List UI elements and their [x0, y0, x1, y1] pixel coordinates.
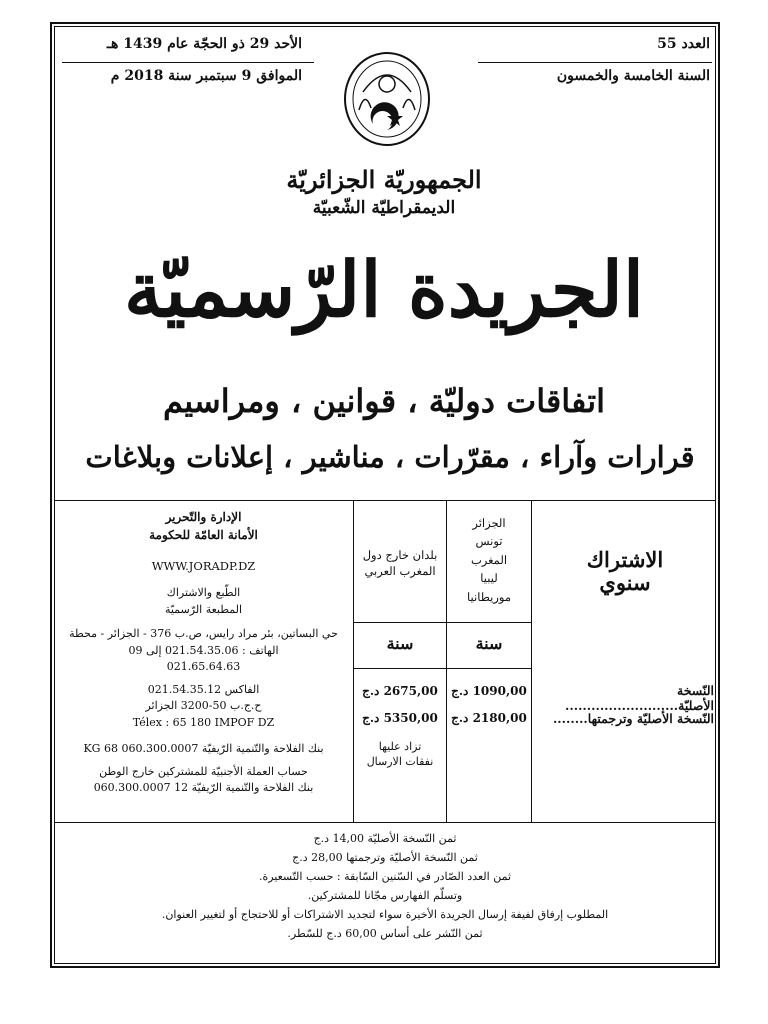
- footer-line-2: ثمن النّسخة الأصليّة وترجمتها 28,00 د.ج: [292, 850, 478, 864]
- other-countries-label: بلدان خارج دول المغرب العربي: [362, 548, 438, 578]
- date-hijri: الأحد 29 ذو الحجّة عام 1439 هـ: [106, 36, 302, 52]
- admin-phone-2: 021.65.64.63: [166, 660, 241, 674]
- grid-col-divider-1: [353, 500, 354, 822]
- republic-line-1: الجمهوريّة الجزائريّة: [286, 165, 482, 194]
- year-label: السنة الخامسة والخمسون: [556, 68, 710, 84]
- grid-col-divider-3: [531, 500, 532, 822]
- row-label-text: النّسخة الأصليّة: [677, 683, 714, 713]
- gazette-subtitle-1: اتفاقات دوليّة ، قوانين ، ومراسيم: [162, 382, 606, 420]
- algeria-state-seal-icon: [343, 50, 431, 148]
- admin-ccp: ح.ج.ب 50-3200 الجزائر: [145, 699, 262, 713]
- grid-top-rule: [54, 500, 716, 501]
- price-maghreb-translated: 2180,00 د.ج: [451, 711, 527, 725]
- footer-line-6: ثمن النّشر على أساس 60,00 د.ج للسّطر.: [287, 926, 483, 940]
- price-other-translated: 5350,00 د.ج: [362, 711, 438, 725]
- admin-bank-3: بنك الفلاحة والتّنمية الرّيفيّة 12 060.300.0007: [93, 781, 314, 795]
- price-other-original: 2675,00 د.ج: [362, 684, 438, 698]
- admin-phone: الهاتف : 021.54.35.06 إلى 09: [128, 643, 279, 657]
- row-dots: ........: [552, 711, 588, 726]
- footer-notes: [60, 830, 710, 943]
- shipping-note: تزاد عليها نفقات الارسال: [366, 740, 434, 768]
- row-dots: ..........................: [565, 698, 679, 713]
- header-rule-left: [62, 62, 314, 63]
- republic-line-2: الديمقراطيّة الشّعبيّة: [312, 198, 456, 218]
- footer-line-5: المطلوب إرفاق لفيفة إرسال الجريدة الأخيرة سواء لتجديد الاشتراكات أو للاحتجاج أو لتغيير العنوان.: [161, 907, 609, 921]
- list-item: الجزائر: [472, 516, 506, 530]
- subscription-heading-line-1: الاشتراك: [586, 547, 664, 572]
- admin-bank-1: بنك الفلاحة والتّنمية الرّيفيّة 060.300.0007 68 KG: [83, 742, 324, 756]
- admin-title-2: الأمانة العامّة للحكومة: [149, 528, 258, 542]
- maghreb-countries-list: [448, 514, 530, 606]
- gazette-title: الجريدة الرّسميّة: [123, 245, 645, 334]
- admin-print-line-2: المطبعة الرّسميّة: [164, 602, 243, 616]
- maghreb-year-label: سنة: [475, 634, 503, 653]
- admin-fax: الفاكس 021.54.35.12: [147, 682, 260, 696]
- admin-title-1: الإدارة والتّحرير: [165, 510, 242, 524]
- issue-number: العدد 55: [657, 36, 710, 52]
- admin-telex: Télex : 65 180 IMPOF DZ: [132, 715, 275, 729]
- date-gregorian: الموافق 9 سبتمبر سنة 2018 م: [110, 68, 302, 84]
- row-translated-label: [538, 711, 714, 726]
- admin-print-line-1: الطّبع والاشتراك: [166, 586, 241, 600]
- list-item: ليبيا: [480, 571, 498, 586]
- admin-bank-2: حساب العملة الأجنبيّة للمشتركين خارج الوطن: [99, 764, 308, 778]
- list-item: تونس: [475, 534, 503, 549]
- admin-website-link[interactable]: WWW.JORADP.DZ: [151, 559, 256, 573]
- row-original-label: [538, 683, 714, 713]
- footer-line-3: ثمن العدد الصّادر في السّنين السّابقة : حسب التّسعيرة.: [258, 869, 512, 883]
- list-item: موريطانيا: [467, 589, 511, 604]
- subscription-heading-line-2: سنوي: [599, 570, 651, 596]
- administration-block: [60, 508, 347, 797]
- list-item: المغرب: [470, 552, 508, 567]
- grid-col-divider-2: [446, 500, 447, 822]
- gazette-subtitle-2: قرارات وآراء ، مقرّرات ، مناشير ، إعلانات وبلاغات: [85, 440, 695, 474]
- row-label-text: النّسخة الأصليّة وترجمتها: [587, 711, 714, 726]
- price-maghreb-original: 1090,00 د.ج: [451, 684, 527, 698]
- grid-year-rule-bottom: [353, 668, 531, 669]
- header-rule-right: [478, 62, 712, 63]
- footer-line-1: ثمن النّسخة الأصليّة 14,00 د.ج: [313, 832, 457, 845]
- grid-year-rule-top: [353, 622, 531, 623]
- grid-bottom-rule: [54, 822, 716, 823]
- other-year-label: سنة: [386, 634, 414, 653]
- subscription-heading: [540, 548, 710, 594]
- footer-line-4: وتسلّم الفهارس مجّانا للمشتركين.: [307, 888, 463, 902]
- admin-address: حي البساتين، بئر مراد رايس، ص.ب 376 - الجزائر - محطة: [69, 627, 338, 641]
